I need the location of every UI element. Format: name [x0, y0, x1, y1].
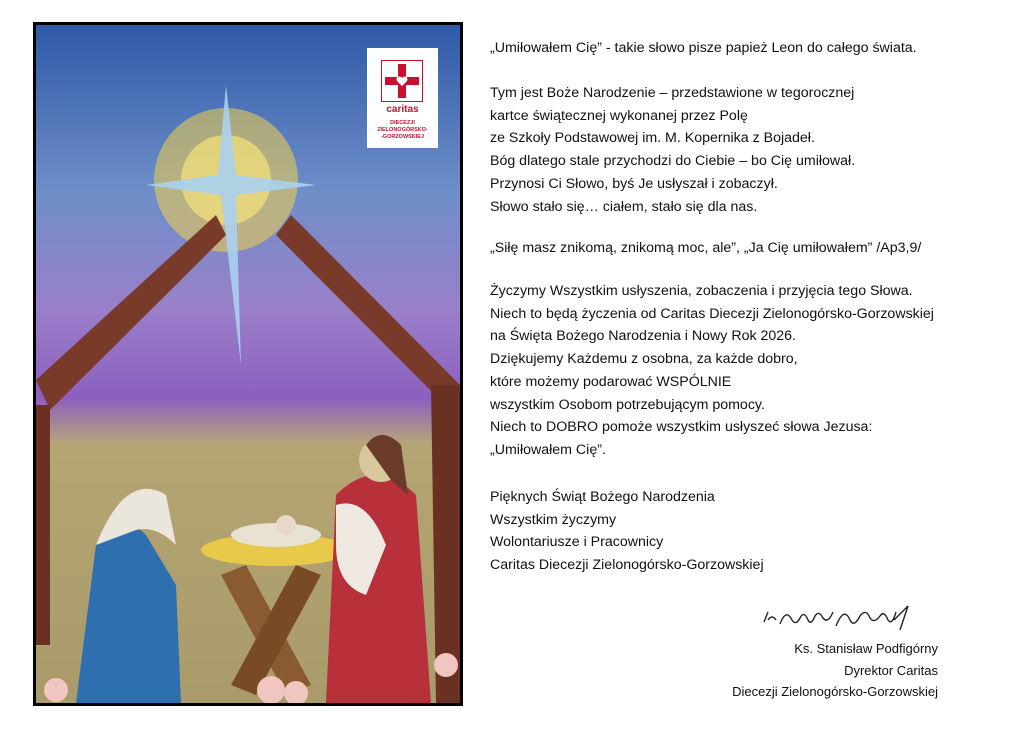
signer-title: Dyrektor Caritas: [844, 662, 938, 678]
text-line: Niech to DOBRO pomoże wszystkim usłyszeć słowa Jezusa:: [490, 419, 873, 436]
text-line: Wszystkim życzymy: [490, 511, 617, 528]
text-line: które możemy podarować WSPÓLNIE: [490, 373, 732, 390]
text-line: Pięknych Świąt Bożego Narodzenia: [490, 489, 715, 505]
intro-line: „Umiłowałem Cię” - takie słowo pisze papież Leon do całego świata.: [490, 40, 917, 56]
text-line: Dziękujemy Każdemu z osobna, za każde dobro,: [490, 351, 798, 368]
signer-block: [732, 638, 938, 703]
logo-subtitle: DIECEZJI ZIELONOGÓRSKO- -GORZOWSKIEJ: [377, 120, 428, 140]
text-line: ze Szkoły Podstawowej im. M. Kopernika z Bojadeł.: [490, 130, 815, 147]
text-line: Tym jest Boże Narodzenie – przedstawione w tegorocznej: [490, 85, 855, 101]
text-line: Słowo stało się… ciałem, stało się dla nas.: [490, 198, 758, 215]
text-line: Bóg dlatego stale przychodzi do Ciebie – bo Cię umiłował.: [490, 153, 856, 170]
scripture-quote: „Siłę masz znikomą, znikomą moc, ale”, „Ja Cię umiłowałem” /Ap3,9/: [490, 240, 922, 256]
text-line: kartce świątecznej wykonanej przez Polę: [490, 107, 748, 124]
text-line: Niech to będą życzenia od Caritas Diecezji Zielonogórsko-Gorzowskiej: [490, 305, 934, 322]
text-line: wszystkim Osobom potrzebującym pomocy.: [490, 396, 765, 413]
text-line: na Święta Bożego Narodzenia i Nowy Rok 2026.: [490, 328, 796, 345]
signer-organization: Diecezji Zielonogórsko-Gorzowskiej: [732, 684, 938, 699]
greeting-block: [490, 486, 764, 577]
handwritten-signature: [758, 600, 918, 636]
signer-name: Ks. Stanisław Podfigórny: [794, 641, 938, 656]
logo-brand: caritas: [386, 104, 419, 115]
text-line: Caritas Diecezji Zielonogórsko-Gorzowskiej: [490, 557, 764, 574]
text-line: Życzymy Wszystkim usłyszenia, zobaczenia i przyjęcia tego Słowa.: [490, 283, 913, 299]
paragraph-2: [490, 280, 934, 462]
paragraph-1: [490, 82, 855, 218]
text-line: Wolontariusze i Pracownicy: [490, 534, 664, 551]
text-line: Przynosi Ci Słowo, byś Je usłyszał i zobaczył.: [490, 175, 778, 192]
caritas-logo: [367, 48, 438, 148]
text-line: „Umiłowałem Cię”.: [490, 441, 606, 458]
caritas-cross-icon: [381, 60, 423, 102]
